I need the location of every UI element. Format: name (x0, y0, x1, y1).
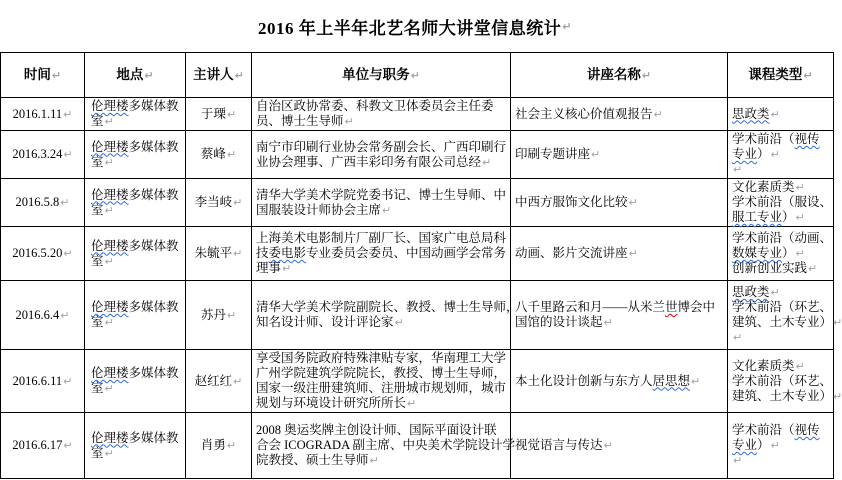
text-line (256, 188, 506, 203)
text-segment: 室 (91, 315, 104, 329)
text-segment: 室 (91, 154, 104, 169)
text-segment: 南宁市印刷行业协会常务副会长、广西印刷行 (256, 139, 507, 154)
text-line (732, 147, 829, 162)
paragraph-mark-icon: ↵ (803, 69, 813, 82)
text-line (91, 140, 181, 155)
text-line (732, 359, 829, 374)
text-segment: 李当岐 (194, 195, 233, 209)
text-segment: 本土化设计创新与东方人 (515, 373, 653, 388)
text-segment: 规划与环境设计研究所所长 (256, 396, 407, 410)
table-row (1, 179, 834, 227)
text-line (91, 99, 181, 114)
text-segment: 2016.6.11 (12, 373, 63, 388)
column-header-label: 课程类型 (748, 67, 803, 82)
spellcheck-underlined-text: 思政类 (732, 106, 770, 121)
spellcheck-underlined-text: 专业 (732, 438, 758, 452)
paragraph-mark-icon: ↵ (733, 163, 743, 176)
text-segment: ） (757, 147, 770, 161)
cell-unit-position (252, 227, 511, 281)
text-segment: 动画、影片交流讲座 (515, 246, 628, 260)
text-segment: 知名设计师、设计评论家 (256, 315, 394, 329)
text-line (256, 396, 506, 411)
cell-course-type (728, 131, 834, 179)
cell-time (1, 413, 85, 479)
spellcheck-underlined-text: 伦理楼 (91, 99, 129, 113)
cell-time (1, 350, 85, 413)
spellcheck-underlined-text: 伦理楼 (91, 139, 129, 154)
paragraph-mark-icon: ↵ (833, 316, 842, 329)
text-segment: 于瑮 (200, 106, 226, 121)
text-line (91, 114, 181, 129)
text-line (256, 453, 506, 468)
spellcheck-underlined-text: 伦理楼 (91, 366, 129, 380)
paragraph-mark-icon: ↵ (60, 308, 70, 322)
text-line (256, 300, 519, 315)
text-line (732, 107, 829, 122)
cell-speaker (186, 131, 252, 179)
spellcheck-underlined-text: 伦理楼 (91, 430, 129, 445)
cell-unit-position (252, 350, 511, 413)
text-line (91, 315, 181, 330)
text-line (256, 114, 506, 129)
text-line (256, 246, 506, 261)
header-row (1, 53, 834, 98)
text-segment: 学术前沿（动画、 (732, 231, 833, 245)
column-header-unit-position (252, 53, 511, 98)
text-segment: 2016.3.24 (12, 147, 63, 161)
text-segment: 文化素质类 (732, 180, 795, 194)
text-line (91, 431, 181, 446)
column-header-label: 时间 (23, 67, 51, 82)
text-segment: 室 (91, 381, 104, 395)
paragraph-mark-icon: ↵ (628, 247, 638, 260)
text-line (732, 373, 833, 389)
text-segment: 肖勇 (200, 438, 226, 452)
table-row (1, 131, 834, 179)
text-line (732, 246, 829, 261)
column-header-location (85, 53, 186, 98)
paragraph-mark-icon: ↵ (407, 397, 417, 410)
text-segment: 2016.1.11 (12, 106, 63, 121)
text-line (91, 446, 181, 461)
text-line (91, 155, 181, 170)
table-row (1, 98, 834, 131)
paragraph-mark-icon: ↵ (795, 211, 805, 224)
text-segment: 2016.6.4 (15, 307, 60, 322)
cell-time (1, 131, 85, 179)
text-line (256, 315, 506, 330)
paragraph-mark-icon: ↵ (795, 247, 805, 260)
cell-time (1, 227, 85, 281)
text-segment: 朱毓平 (194, 246, 233, 260)
column-header-label: 单位与职务 (342, 67, 410, 82)
text-line (515, 195, 723, 210)
cell-course-type (728, 413, 834, 479)
text-line (515, 147, 723, 162)
text-line (91, 381, 181, 396)
table-row (1, 350, 834, 413)
cell-location (85, 179, 186, 227)
text-line (190, 107, 247, 122)
column-header-speaker (186, 53, 252, 98)
text-line (256, 381, 506, 396)
cell-lecture-name (511, 98, 728, 131)
paragraph-mark-icon: ↵ (603, 316, 613, 329)
cell-time (1, 281, 85, 350)
text-line (91, 203, 181, 218)
cell-unit-position (252, 179, 511, 227)
text-segment: 学术前沿（ (732, 423, 795, 437)
text-line (732, 285, 829, 300)
text-line (515, 246, 723, 261)
text-segment: 室 (91, 202, 104, 217)
paragraph-mark-icon: ↵ (628, 196, 638, 209)
text-segment: 建筑、土木专业） (732, 315, 833, 329)
cell-time (1, 98, 85, 131)
spellcheck-underlined-text: 伦理楼 (91, 238, 129, 253)
paragraph-mark-icon: ↵ (104, 254, 114, 268)
text-segment: 国馆的设计谈起 (515, 315, 603, 329)
paragraph-mark-icon: ↵ (770, 439, 780, 452)
text-segment: 建筑、土木专业） (732, 388, 833, 403)
text-line (5, 246, 80, 261)
text-line (5, 195, 80, 210)
text-line (732, 195, 833, 210)
text-segment: 学术前沿（环艺、 (732, 300, 833, 314)
text-segment: 2016.6.17 (12, 438, 63, 452)
cell-location (85, 413, 186, 479)
cell-speaker (186, 227, 252, 281)
cell-time (1, 179, 85, 227)
text-line (256, 203, 506, 218)
paragraph-mark-icon: ↵ (641, 69, 652, 82)
cell-location (85, 350, 186, 413)
paragraph-mark-icon: ↵ (63, 148, 73, 161)
text-line (515, 374, 723, 389)
column-header-course-type (728, 53, 834, 98)
text-line (256, 261, 506, 276)
text-line (732, 388, 842, 404)
column-header-label: 主讲人 (193, 67, 234, 82)
paragraph-mark-icon: ↵ (369, 454, 379, 467)
text-segment: 合会 ICOGRADA 副主席、中央美术学院设计学 (256, 438, 516, 452)
text-line (732, 180, 829, 195)
text-segment: 多媒体教 (128, 300, 179, 314)
text-segment: 2016.5.8 (15, 195, 60, 209)
text-line (91, 254, 181, 269)
text-line (91, 366, 181, 381)
paragraph-mark-icon: ↵ (482, 155, 492, 169)
text-line (190, 374, 247, 389)
paragraph-mark-icon: ↵ (226, 439, 237, 452)
spellcheck-underlined-text: 伦理楼 (91, 300, 129, 314)
column-header-label: 讲座名称 (586, 67, 641, 82)
cell-course-type (728, 281, 842, 350)
text-segment: 自治区政协常委、科教文卫体委员会主任委 (256, 99, 494, 113)
cell-location (85, 281, 186, 350)
document-title (0, 0, 830, 52)
spellcheck-underlined-text: 伦理楼 (91, 187, 129, 202)
text-segment: 印刷专题讲座 (515, 147, 591, 161)
cell-unit-position (252, 131, 511, 179)
column-header-time (1, 53, 85, 98)
text-segment: 2016.5.20 (12, 246, 63, 260)
text-segment: 学术前沿（环艺、 (732, 373, 833, 388)
text-line (732, 315, 842, 330)
paragraph-mark-icon: ↵ (410, 69, 420, 82)
paragraph-mark-icon: ↵ (60, 196, 70, 209)
paragraph-mark-icon: ↵ (104, 155, 114, 169)
text-line (256, 140, 506, 155)
text-line (256, 155, 506, 170)
paragraph-mark-icon: ↵ (233, 374, 243, 388)
text-line (732, 330, 829, 345)
text-line (190, 147, 247, 162)
text-segment: 蔡峰 (200, 147, 226, 161)
paragraph-mark-icon: ↵ (382, 203, 392, 217)
text-segment: 苏丹 (200, 307, 226, 322)
text-line (190, 195, 247, 210)
cell-lecture-name (511, 227, 728, 281)
text-segment: 多媒体教 (128, 99, 179, 113)
spellcheck-underlined-text: 专业 (732, 147, 758, 161)
cell-course-type (728, 179, 834, 227)
text-line (5, 374, 80, 389)
cell-lecture-name (511, 350, 728, 413)
cell-lecture-name (511, 413, 728, 479)
text-segment: 社会主义核心价值观报告 (515, 106, 653, 121)
paragraph-mark-icon: ↵ (144, 69, 154, 82)
text-segment: 多媒体教 (128, 139, 179, 154)
paragraph-mark-icon: ↵ (833, 389, 842, 403)
paragraph-mark-icon: ↵ (104, 446, 114, 460)
text-segment: 学术前沿（服设、 (732, 195, 833, 209)
text-line (5, 107, 80, 122)
text-line (515, 315, 723, 330)
spellcheck-underlined-text: 委电影 (268, 246, 307, 260)
paragraph-mark-icon: ↵ (63, 107, 73, 121)
text-line (732, 453, 829, 468)
cell-unit-position (252, 281, 519, 350)
column-header-lecture-name (511, 53, 728, 98)
spellcheck-underlined-text: 世 (665, 300, 678, 314)
table-row (1, 227, 834, 281)
text-segment: 多媒体教 (128, 366, 179, 380)
text-segment: 员、博士生导师 (256, 114, 344, 128)
cell-course-type (728, 98, 834, 131)
paragraph-mark-icon: ↵ (233, 247, 243, 260)
text-segment: 室 (91, 114, 104, 128)
text-segment: 广州学院建筑学院院长，教授、博士生导师， (256, 366, 507, 380)
text-line (190, 308, 247, 323)
text-segment: 赵红红 (194, 373, 233, 388)
paragraph-mark-icon: ↵ (104, 316, 114, 329)
text-segment: 文化素质类 (732, 358, 795, 373)
text-segment: 上海美术电影制片厂副厂长、国家广电总局科 (256, 231, 507, 245)
text-line (732, 300, 833, 315)
table-row (1, 413, 834, 479)
cell-lecture-name (511, 131, 728, 179)
text-segment: 院教授、硕士生导师 (256, 453, 369, 467)
text-line (5, 438, 80, 453)
text-line (256, 231, 506, 246)
text-segment: 清华大学美术学院副院长、教授、博士生导师， (256, 300, 519, 314)
text-line (515, 300, 723, 315)
text-line (515, 107, 723, 122)
paragraph-mark-icon: ↵ (562, 19, 572, 33)
spellcheck-underlined-text: 居思想 (652, 373, 691, 388)
text-segment: 室 (91, 445, 104, 460)
paragraph-mark-icon: ↵ (770, 107, 780, 121)
paragraph-mark-icon: ↵ (770, 148, 780, 161)
table-body (1, 98, 842, 479)
text-line (256, 351, 506, 366)
title-text: 2016 年上半年北艺名师大讲堂信息统计 (258, 18, 562, 38)
text-segment: 多媒体教 (128, 187, 179, 202)
paragraph-mark-icon: ↵ (394, 316, 404, 329)
text-segment: 技 (256, 246, 269, 260)
text-segment: 国家一级注册建筑师、注册城市规划师，城市 (256, 381, 507, 395)
paragraph-mark-icon: ↵ (691, 374, 701, 388)
text-line (732, 210, 829, 225)
paragraph-mark-icon: ↵ (233, 196, 243, 209)
paragraph-mark-icon: ↵ (808, 262, 818, 275)
text-segment: 创新创业实践 (732, 261, 808, 275)
cell-speaker (186, 350, 252, 413)
paragraph-mark-icon: ↵ (795, 181, 805, 194)
text-line (732, 162, 829, 177)
text-line (256, 366, 506, 381)
text-segment: 多媒体教 (128, 238, 179, 253)
text-segment: 学术前沿（ (732, 132, 795, 146)
text-segment: 专业委员会委员、中国动画学会常务 (306, 246, 507, 260)
text-segment: 2008 奥运奖牌主创设计师、国际平面设计联 (256, 423, 497, 437)
text-line (732, 132, 829, 147)
text-segment: ） (782, 246, 795, 260)
paragraph-mark-icon: ↵ (104, 382, 114, 395)
text-segment: 中西方服饰文化比较 (515, 195, 628, 209)
text-line (190, 438, 247, 453)
paragraph-mark-icon: ↵ (344, 115, 354, 128)
paragraph-mark-icon: ↵ (104, 203, 114, 217)
text-line (515, 438, 723, 453)
cell-location (85, 227, 186, 281)
text-segment: ） (782, 210, 795, 224)
cell-speaker (186, 281, 252, 350)
paragraph-mark-icon: ↵ (226, 308, 237, 322)
text-line (91, 239, 181, 254)
paragraph-mark-icon: ↵ (63, 439, 73, 452)
paragraph-mark-icon: ↵ (795, 359, 805, 373)
text-line (732, 261, 829, 276)
text-segment: 享受国务院政府特殊津贴专家，华南理工大学 (256, 351, 507, 365)
text-segment: 国服装设计师协会主席 (256, 202, 382, 217)
cell-lecture-name (511, 281, 728, 350)
paragraph-mark-icon: ↵ (733, 454, 743, 467)
cell-speaker (186, 179, 252, 227)
cell-course-type (728, 227, 834, 281)
text-segment: 博会中 (677, 300, 716, 314)
spellcheck-underlined-text: 视传 (794, 423, 820, 437)
paragraph-mark-icon: ↵ (51, 69, 62, 82)
text-line (5, 308, 80, 323)
cell-unit-position (252, 413, 516, 479)
text-line (256, 423, 506, 438)
table-row (1, 281, 834, 350)
text-line (732, 231, 833, 246)
text-line (5, 147, 80, 162)
lectures-table (0, 52, 842, 479)
text-segment: 多媒体教 (128, 430, 179, 445)
paragraph-mark-icon: ↵ (63, 374, 73, 388)
text-segment: 视觉语言与传达 (515, 438, 603, 452)
paragraph-mark-icon: ↵ (282, 262, 292, 275)
text-line (256, 438, 516, 453)
text-segment: 八千里路云和月——从米兰 (515, 300, 666, 314)
paragraph-mark-icon: ↵ (653, 107, 663, 121)
text-segment: 清华大学美术学院党委书记、博士生导师、中 (256, 187, 507, 202)
paragraph-mark-icon: ↵ (733, 331, 743, 344)
cell-course-type (728, 350, 842, 413)
paragraph-mark-icon: ↵ (104, 115, 114, 128)
text-line (256, 99, 506, 114)
cell-speaker (186, 98, 252, 131)
cell-lecture-name (511, 179, 728, 227)
text-segment: 业协会理事、广西丰彩印务有限公司总经 (256, 154, 482, 169)
paragraph-mark-icon: ↵ (770, 286, 780, 299)
paragraph-mark-icon: ↵ (234, 69, 244, 82)
text-line (190, 246, 247, 261)
text-segment: 理事 (256, 261, 282, 275)
spellcheck-underlined-text: 服工专业 (732, 210, 783, 224)
text-segment: ） (757, 438, 770, 452)
spellcheck-underlined-text: 数媒专业 (732, 246, 783, 260)
paragraph-mark-icon: ↵ (226, 107, 237, 121)
text-line (91, 188, 181, 203)
text-line (732, 423, 829, 438)
text-segment: 室 (91, 253, 104, 268)
text-line (91, 300, 181, 315)
paragraph-mark-icon: ↵ (591, 148, 601, 161)
column-header-label: 地点 (116, 67, 144, 82)
paragraph-mark-icon: ↵ (63, 247, 73, 260)
cell-location (85, 131, 186, 179)
paragraph-mark-icon: ↵ (226, 148, 237, 161)
paragraph-mark-icon: ↵ (603, 439, 613, 452)
cell-unit-position (252, 98, 511, 131)
spellcheck-underlined-text: 思政类 (732, 285, 770, 299)
cell-speaker (186, 413, 252, 479)
cell-location (85, 98, 186, 131)
spellcheck-underlined-text: 视传 (794, 132, 820, 146)
text-line (732, 438, 829, 453)
